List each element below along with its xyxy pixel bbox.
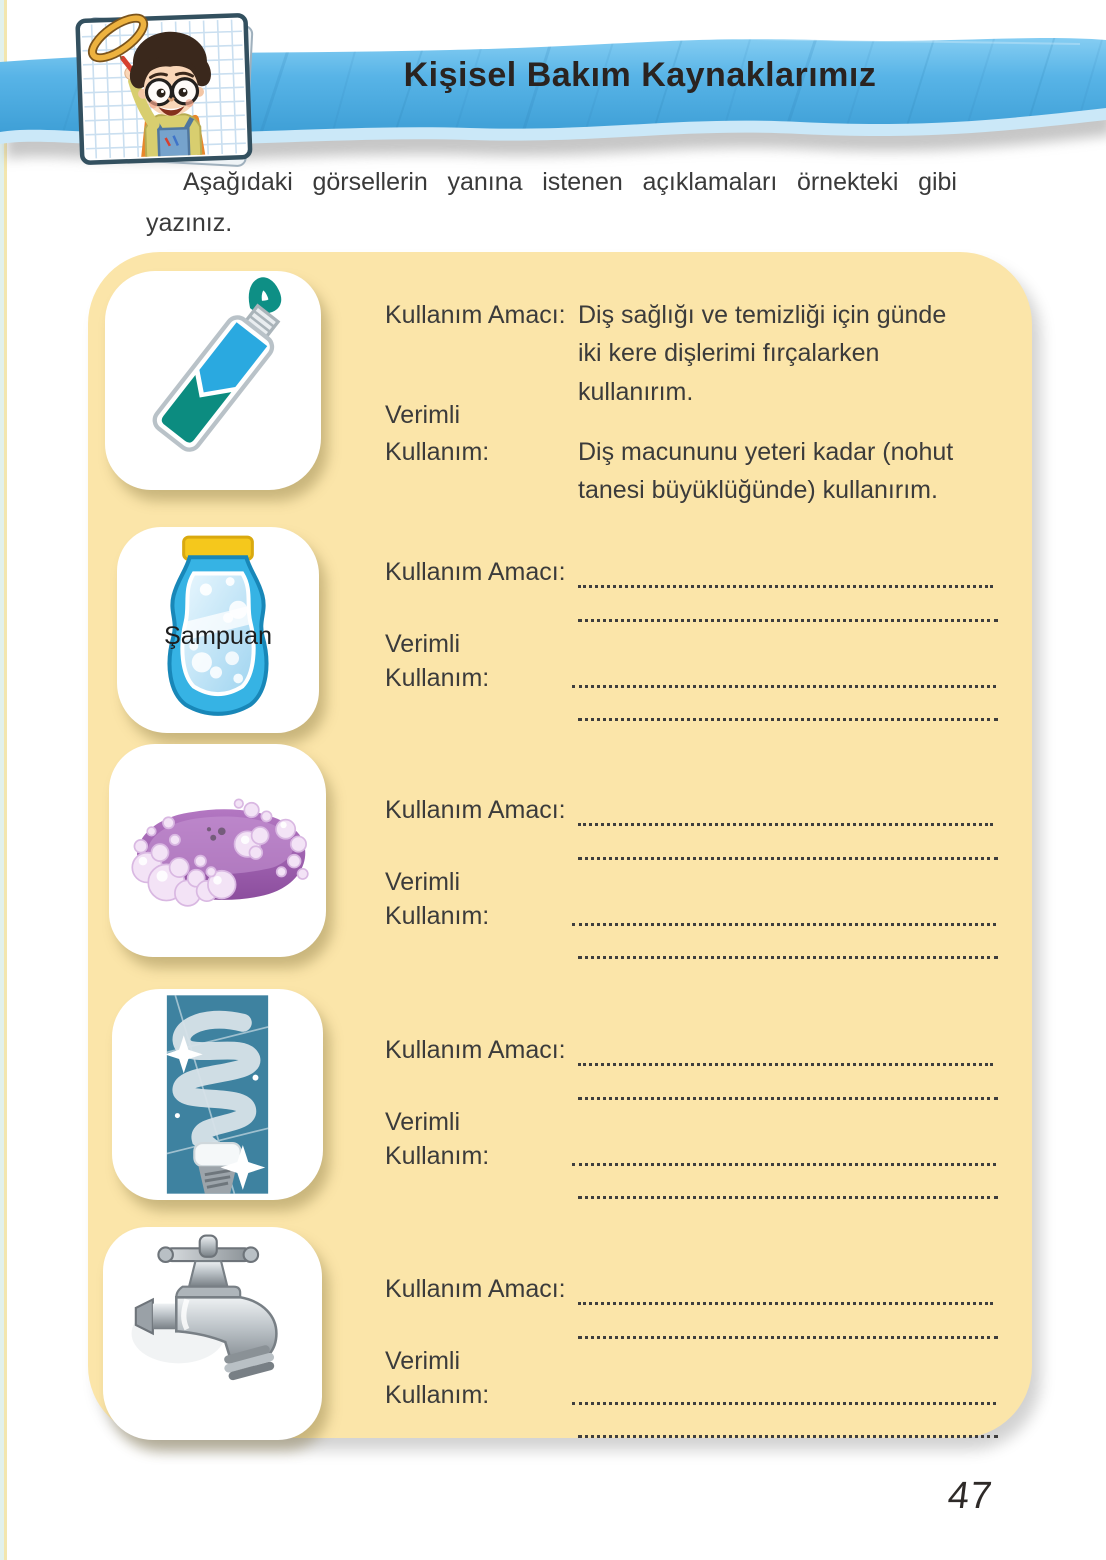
answer-blank-line xyxy=(578,1174,998,1199)
energy-saving-light-bulb-image xyxy=(112,989,323,1200)
answer-blank-line xyxy=(578,835,998,860)
light-bulb-image-tile xyxy=(112,989,323,1200)
soap-image-tile xyxy=(109,744,326,957)
answer-blank-line xyxy=(578,934,998,959)
page-number: 47 xyxy=(945,1475,995,1517)
usage-purpose-label: Kullanım Amacı: xyxy=(385,1036,566,1064)
shampoo-label-text: Şampuan xyxy=(163,622,273,651)
page-title: Kişisel Bakım Kaynaklarımız xyxy=(403,56,877,94)
shampoo-image-tile xyxy=(117,527,319,733)
answer-blank-line xyxy=(578,1075,998,1100)
left-edge-strip-yellow xyxy=(4,0,7,1560)
row-light-bulb-text xyxy=(385,1033,1025,1218)
answer-blank-line xyxy=(578,801,993,826)
answer-blank-line xyxy=(572,663,996,688)
water-faucet-image xyxy=(103,1227,322,1440)
usage-purpose-label: Kullanım Amacı: xyxy=(385,301,566,329)
answer-blank-line xyxy=(578,1413,998,1438)
answer-blank-line xyxy=(578,1280,993,1305)
toothpaste-tube-image xyxy=(105,271,321,490)
usage-purpose-label: Kullanım Amacı: xyxy=(385,1275,566,1303)
answer-blank-line xyxy=(572,1380,996,1405)
purpose-answer-line: Diş sağlığı ve temizliği için günde xyxy=(578,301,947,329)
efficient-label-line1: Verimli xyxy=(385,401,461,429)
answer-blank-line xyxy=(578,696,998,721)
answer-blank-line xyxy=(572,901,996,926)
efficient-label-line2: Kullanım: xyxy=(385,664,490,692)
purpose-answer-line: kullanırım. xyxy=(578,378,694,406)
row-shampoo-text xyxy=(385,555,1025,740)
toothpaste-image-tile xyxy=(105,271,321,490)
answer-blank-line xyxy=(578,1041,993,1066)
purpose-answer-line: iki kere dişlerimi fırçalarken xyxy=(578,339,880,367)
efficient-label-line1: Verimli xyxy=(385,630,461,658)
boy-writing-on-notepad-illustration xyxy=(58,0,270,178)
instruction-line-2: yazınız. xyxy=(146,209,233,237)
efficient-label-line2: Kullanım: xyxy=(385,902,490,930)
efficient-label-line2: Kullanım: xyxy=(385,1142,490,1170)
usage-purpose-label: Kullanım Amacı: xyxy=(385,796,566,824)
row-soap-text xyxy=(385,793,1025,978)
faucet-image-tile xyxy=(103,1227,322,1440)
shampoo-bottle-image xyxy=(117,527,319,733)
efficient-answer-line: tanesi büyüklüğünde) kullanırım. xyxy=(578,476,938,504)
answer-blank-line xyxy=(578,1314,998,1339)
efficient-label-line1: Verimli xyxy=(385,1347,461,1375)
answer-blank-line xyxy=(578,563,993,588)
row-faucet-text xyxy=(385,1272,1025,1457)
usage-purpose-label: Kullanım Amacı: xyxy=(385,558,566,586)
efficient-label-line2: Kullanım: xyxy=(385,438,490,466)
efficient-label-line1: Verimli xyxy=(385,1108,461,1136)
instruction-line-1: Aşağıdaki görsellerin yanına istenen açıklamaları örnekteki gibi xyxy=(183,168,957,196)
answer-blank-line xyxy=(572,1141,996,1166)
soap-bar-image xyxy=(109,744,326,957)
answer-blank-line xyxy=(578,597,998,622)
efficient-answer-line: Diş macununu yeteri kadar (nohut xyxy=(578,438,954,466)
efficient-label-line1: Verimli xyxy=(385,868,461,896)
efficient-label-line2: Kullanım: xyxy=(385,1381,490,1409)
